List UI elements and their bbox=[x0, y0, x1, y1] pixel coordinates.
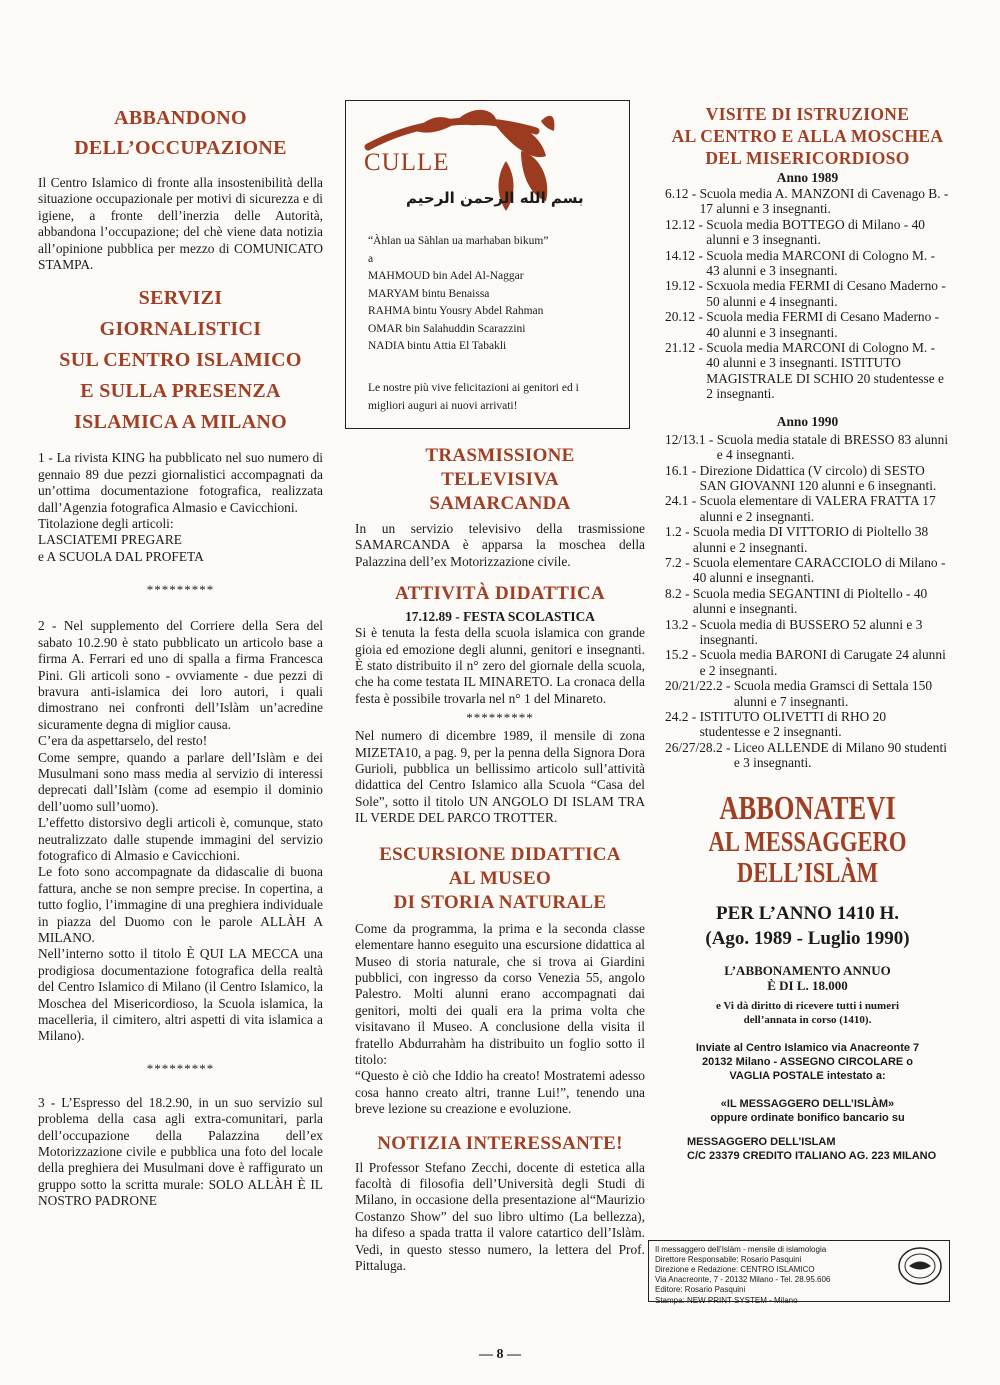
servizi-paragraph-2: 2 - Nel supplemento del Corriere della Sera del sabato 10.2.90 è stato pubblicato un articolo base a firma A. Ferrari ed uno di spalla a firma Francesca Pini. Gli articoli sono - ovviamente - due pezzi di bravura anti-islamica dei loro autori, i quali dimostrano nei confronti dell’Islàm un’acredine sicuramente degna di miglior causa. bbox=[38, 618, 323, 732]
heading-visite: VISITE DI ISTRUZIONE AL CENTRO E ALLA MOSCHEA DEL MISERICORDIOSO bbox=[671, 104, 944, 168]
visit-date: 20.12 - bbox=[665, 309, 707, 325]
visit-entry bbox=[665, 678, 950, 709]
colophon-line: Il messaggero dell’Islàm - mensile di islamologia bbox=[655, 1245, 827, 1254]
visit-text: Scuola media BOTTEGO di Milano - 40 alunni e 3 insegnanti. bbox=[706, 216, 925, 248]
heading-attivita: ATTIVITÀ DIDATTICA bbox=[394, 583, 606, 605]
visit-entry bbox=[665, 586, 950, 617]
visit-text: Scuola media MARCONI di Cologno M. - 40 alunni e 3 insegnanti. ISTITUTO MAGISTRALE DI SCHIO 20 studentesse e 2 insegnanti. bbox=[706, 340, 944, 402]
visit-date: 24.1 - bbox=[665, 493, 700, 509]
attivita-subtitle: 17.12.89 - FESTA SCOLASTICA bbox=[405, 609, 595, 625]
servizi-paragraph-2c: Come sempre, quando a parlare dell’Islàm e dei Musulmani sono mass media al servizio di interessi deprecati dall’Islàm (come ad esempio il dominio dell’uomo sull’uomo). bbox=[38, 749, 323, 814]
basmala: بسم الله الرحمن الرحيم bbox=[406, 189, 584, 207]
visit-date: 12.12 - bbox=[665, 216, 707, 232]
visit-text: Scuola media di BUSSERO 52 alunni e 3 insegnanti. bbox=[699, 616, 923, 647]
visit-text: Liceo ALLENDE di Milano 90 studenti e 3 insegnanti. bbox=[733, 739, 947, 771]
visit-date: 14.12 - bbox=[665, 247, 707, 263]
anno-1990: Anno 1990 bbox=[776, 413, 839, 429]
culle-title: CULLE bbox=[364, 149, 450, 176]
visit-entry bbox=[665, 217, 950, 248]
visit-text: Scuola elementare di VALERA FRATTA 17 alunni e 2 insegnanti. bbox=[699, 493, 936, 524]
culle-greeting: “Àhlan ua Sàhlan ua marhaban bikum” bbox=[368, 235, 549, 247]
conto-text: MESSAGGERO DELL’ISLAM C/C 23379 CREDITO ITALIANO AG. 223 MILANO bbox=[687, 1135, 937, 1162]
servizi-paragraph-2e: Le foto sono accompagnate da didascalie di buona fattura, anche se non sempre precise. In copertina, a tutto foglio, l’immagine di una preghiera individuale in piazza del Duomo con le parole ALLÀH A MILANO. bbox=[38, 864, 323, 945]
visit-text: Scuola media Gramsci di Settala 150 alunni e 7 insegnanti. bbox=[733, 678, 933, 709]
column-left bbox=[38, 0, 323, 1210]
visit-text: Scuola media A. MANZONI di Cavenago B. - 17 alunni e 3 insegnanti. bbox=[699, 186, 949, 217]
culle-name: NADIA bintu Attia El Tabakli bbox=[368, 340, 507, 352]
anno-1989: Anno 1989 bbox=[776, 170, 839, 185]
visit-text: Scuola media statale di BRESSO 83 alunni e 4 insegnanti. bbox=[716, 431, 949, 463]
colophon-line: Via Anacreonte, 7 - 20132 Milano - Tel. 28.95.606 bbox=[655, 1275, 831, 1284]
culle-auguri: Le nostre più vive felicitazioni ai genitori ed i migliori auguri ai nuovi arrivati! bbox=[368, 382, 579, 412]
page-number: — 8 — bbox=[479, 1347, 521, 1362]
culle-list bbox=[368, 233, 618, 356]
visits-1989-list bbox=[665, 186, 950, 402]
visit-text: ISTITUTO OLIVETTI di RHO 20 studentesse e 2 insegnanti. bbox=[699, 709, 887, 740]
servizi-paragraph-2f: Nell’interno sotto il titolo È QUI LA MECCA una prodigiosa documentazione fotografica della realtà del Centro Islamico di Milano (il Centro Islamico, la Moschea del Misericordioso, la Scuola islamica, la macelleria, il cimitero, altri aspetti di vita islamica a Milano). bbox=[38, 946, 323, 1044]
visit-date: 13.2 - bbox=[665, 616, 700, 632]
visit-entry bbox=[665, 463, 950, 494]
servizi-paragraph-1: 1 - La rivista KING ha pubblicato nel suo numero di gennaio 89 due pezzi giornalistici accompagnati da un’ottima documentazione fotografica, realizzata dall’Agenzia fotografica Almasio e Cavicchioni. bbox=[38, 450, 323, 515]
culle-name: OMAR bin Salahuddin Scarazzini bbox=[368, 322, 526, 335]
colophon-line: Direzione e Redazione: CENTRO ISLAMICO bbox=[655, 1265, 815, 1274]
messaggero-text: «IL MESSAGGERO DELL’ISLÀM» oppure ordinate bonifico bancario su bbox=[710, 1097, 905, 1124]
servizi-titles: Titolazione degli articoli: LASCIATEMI PREGARE e A SCUOLA DAL PROFETA bbox=[38, 516, 204, 564]
visit-date: 19.12 - bbox=[665, 278, 707, 294]
visit-text: Direzione Didattica (V circolo) di SESTO SAN GIOVANNI 120 alunni e 6 insegnanti. bbox=[699, 462, 937, 493]
visit-date: 21.12 - bbox=[665, 340, 707, 356]
culle-box bbox=[345, 100, 630, 429]
servizi-paragraph-2b: C’era da aspettarselo, del resto! bbox=[38, 733, 208, 749]
abbonatevi-heading: ABBONATEVI AL MESSAGGERO DELL’ISLÀM bbox=[708, 789, 907, 889]
seal-logo-icon bbox=[897, 1245, 943, 1287]
visit-date: 8.2 - bbox=[665, 585, 693, 601]
trasmissione-text: In un servizio televisivo della trasmissione SAMARCANDA è apparsa la moschea della Palazzina dell’ex Motorizzazione civile. bbox=[355, 521, 645, 569]
visit-text: Scuola media BARONI di Carugate 24 alunni e 2 insegnanti. bbox=[699, 647, 946, 678]
separator-stars: ********* bbox=[146, 582, 215, 598]
servizi-paragraph-2d: L’effetto distorsivo degli articoli è, comunque, stato neutralizzato dalle stupende immagini del servizio fotografico di Almasio e Cavicchioni. bbox=[38, 815, 323, 863]
per-anno: PER L’ANNO 1410 H. (Ago. 1989 - Luglio 1990) bbox=[705, 902, 910, 949]
attivita-text: Si è tenuta la festa della scuola islamica con grande gioia ed emozione degli alunni, genitori e insegnanti. È stato distribuito il n° zero del giornale della scuola, che ha come testata IL MINARETO. La cronaca della festa è possibile trovarla nel n° 1 del Minareto. bbox=[355, 625, 645, 706]
column-middle bbox=[355, 444, 645, 1274]
separator-stars: ********* bbox=[146, 1060, 215, 1076]
separator-stars: ********* bbox=[466, 710, 534, 726]
abbonamento-price: L’ABBONAMENTO ANNUO È DI L. 18.000 bbox=[724, 962, 891, 993]
column-right bbox=[665, 103, 950, 1163]
visit-date: 7.2 - bbox=[665, 554, 693, 570]
colophon-box bbox=[648, 1240, 950, 1305]
visit-entry bbox=[665, 647, 950, 678]
visit-text: Scuola media SEGANTINI di Pioltello - 40 alunni e insegnanti. bbox=[692, 585, 928, 617]
heading-servizi: SERVIZI GIORNALISTICI SUL CENTRO ISLAMICO E SULLA PRESENZA ISLAMICA A MILANO bbox=[59, 287, 302, 434]
colophon-line: Stampa: NEW PRINT SYSTEM - Milano bbox=[655, 1296, 798, 1305]
heading-abbandono: ABBANDONO DELL’OCCUPAZIONE bbox=[74, 107, 287, 159]
visit-entry bbox=[665, 309, 950, 340]
visit-entry bbox=[665, 740, 950, 771]
servizi-paragraph-3: 3 - L’Espresso del 18.2.90, in un suo servizio sul problema della casa agli extra-comunitari, parla dell’occupazione della Palazzina dell’ex Motorizzazione civile e pubblica una foto del locale della preghiera dei Musulmani dove è raffigurato un gruppo sotto la scritta murale: SOLO ALLÀH È IL NOSTRO PADRONE bbox=[38, 1094, 323, 1209]
visit-entry bbox=[665, 493, 950, 524]
visit-entry bbox=[665, 524, 950, 555]
abbandono-text: Il Centro Islamico di fronte alla insostenibilità della situazione occupazionale per motivi di sicurezza e di igiene, a fronte dell’inerzia delle Autorità, abbandona l’occupazione; del chè viene data notizia all’opinione pubblica per mezzo di COMUNICATO STAMPA. bbox=[38, 175, 323, 273]
colophon-line: Direttore Responsabile: Rosario Pasquini bbox=[655, 1255, 802, 1264]
escursione-quote: “Questo è ciò che Iddio ha creato! Mostratemi adesso cosa hanno creato altri, tranne Lui!”, tenendo una breve lezione su creazione e evoluzione. bbox=[355, 1068, 645, 1117]
visit-date: 26/27/28.2 - bbox=[665, 739, 734, 755]
heading-notizia: NOTIZIA INTERESSANTE! bbox=[377, 1132, 623, 1154]
culle-name: MAHMOUD bin Adel Al-Naggar bbox=[368, 270, 524, 282]
visit-entry bbox=[665, 709, 950, 740]
visit-text: Scuola media DI VITTORIO di Pioltello 38 alunni e 2 insegnanti. bbox=[692, 524, 929, 555]
culle-a: a bbox=[368, 252, 374, 265]
visit-entry bbox=[665, 340, 950, 402]
visit-date: 6.12 - bbox=[665, 186, 700, 201]
diritto-text: e Vi dà diritto di ricevere tutti i numeri dell’annata in corso (1410). bbox=[715, 999, 900, 1026]
visit-entry bbox=[665, 248, 950, 279]
notizia-text: Il Professor Stefano Zecchi, docente di estetica alla facoltà di filosofia dell’Università degli Studi di Milano, in occasione della presentazione al“Maurizio Costanzo Show” del suo libro ultimo (La bellezza), ha difeso a spada tratta il valore catartico dell’Islàm. Vedi, in questo stesso numero, la lettera del Prof. Pittaluga. bbox=[355, 1159, 645, 1273]
visit-text: Scuola media FERMI di Cesano Maderno - 40 alunni e 3 insegnanti. bbox=[706, 309, 940, 340]
visit-text: Scxuola media FERMI di Cesano Maderno - 50 alunni e 4 insegnanti. bbox=[706, 278, 946, 309]
visit-date: 15.2 - bbox=[665, 647, 700, 663]
visit-entry bbox=[665, 186, 950, 217]
visit-date: 16.1 - bbox=[665, 462, 700, 478]
culle-name: RAHMA bintu Yousry Abdel Rahman bbox=[368, 305, 544, 317]
visit-date: 12/13.1 - bbox=[665, 431, 717, 447]
heading-escursione: ESCURSIONE DIDATTICA AL MUSEO DI STORIA NATURALE bbox=[379, 843, 621, 913]
visit-entry bbox=[665, 278, 950, 309]
visit-date: 24.2 - bbox=[665, 709, 700, 724]
colophon-line: Editore: Rosario Pasquini bbox=[655, 1285, 746, 1294]
visit-text: Scuola elementare CARACCIOLO di Milano - 40 alunni e insegnanti. bbox=[692, 554, 946, 586]
visit-text: Scuola media MARCONI di Cologno M. - 43 alunni e 3 insegnanti. bbox=[706, 247, 936, 279]
heading-trasmissione: TRASMISSIONE TELEVISIVA SAMARCANDA bbox=[425, 445, 575, 514]
visit-date: 20/21/22.2 - bbox=[665, 678, 734, 694]
visit-entry bbox=[665, 555, 950, 586]
inviate-text: Inviate al Centro Islamico via Anacreonte 7 20132 Milano - ASSEGNO CIRCOLARE o VAGLIA POSTALE intestato a: bbox=[695, 1041, 920, 1082]
visit-entry bbox=[665, 432, 950, 463]
visit-entry bbox=[665, 617, 950, 648]
escursione-text: Come da programma, la prima e la seconda classe elementare hanno eseguito una escursione didattica al Museo di storia naturale, che si trova ai Giardini pubblici, con ingresso da corso Venezia 55, angolo Palestro. Molti alunni erano accompagnati dai genitori, molti dei quali era la prima volta che visitavano il Museo. A conclusione della visita il fratello Abdurrahàm ha distribuito un foglio sotto il titolo: bbox=[355, 920, 645, 1067]
visit-date: 1.2 - bbox=[665, 524, 693, 540]
culle-name: MARYAM bintu Benaissa bbox=[368, 287, 490, 300]
attivita-text-2: Nel numero di dicembre 1989, il mensile di zona MIZETA10, a pag. 9, per la penna della Signora Dora Gurioli, pubblica un bellissimo articolo sull’attività didattica del Centro Islamico alla Scuola “Casa del Sole”, sotto il titolo UN ANGOLO DI ISLAM TRA IL VERDE DEL PARCO TROTTER. bbox=[355, 728, 645, 826]
visits-1990-list bbox=[665, 432, 950, 771]
